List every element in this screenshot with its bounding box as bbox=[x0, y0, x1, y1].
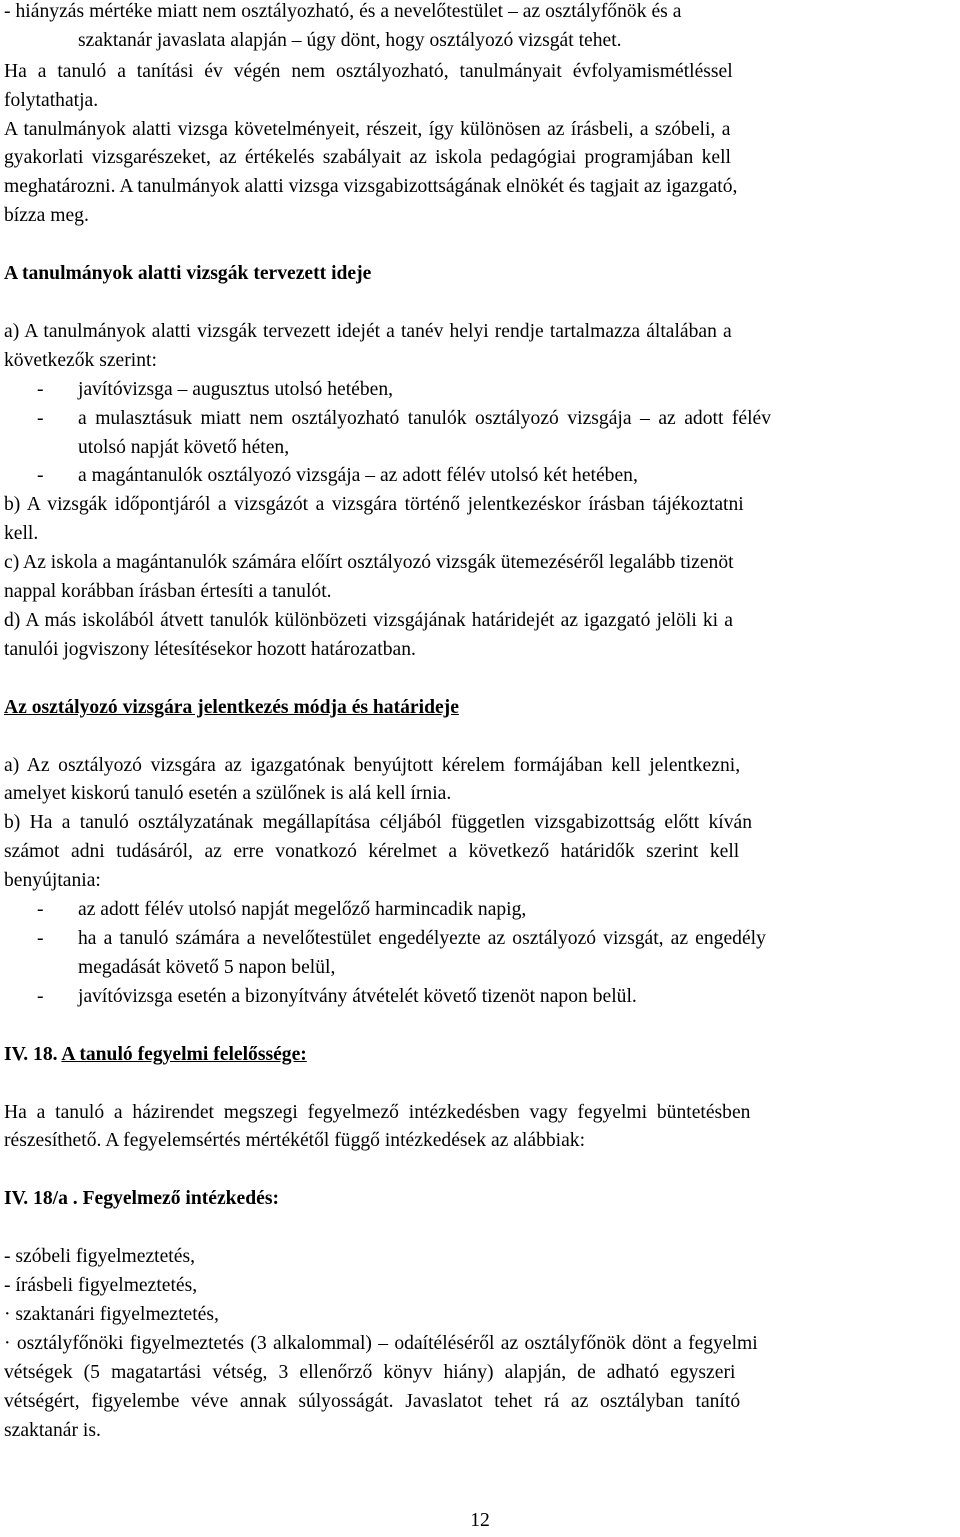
dash-bullet: - bbox=[37, 407, 44, 429]
heading-number: IV. 18/a . bbox=[4, 1188, 78, 1210]
text-line: c) Az iskola a magántanulók számára előírt osztályozó vizsgák ütemezéséről legalább tizenöt bbox=[4, 552, 734, 574]
text-line: megadását követő 5 napon belül, bbox=[78, 956, 336, 978]
text-span: ha a tanuló számára a nevelőtestület engedélyezte az osztályozó vizsgát, az engedély bbox=[78, 927, 766, 949]
text-span: az adott félév utolsó napját megelőző harmincadik napig, bbox=[78, 899, 527, 921]
text-line: utolsó napját követő héten, bbox=[78, 436, 290, 458]
heading-title: A tanuló fegyelmi felelőssége: bbox=[61, 1043, 307, 1065]
intro-list-item bbox=[4, 0, 956, 58]
paragraph-repeat bbox=[4, 58, 956, 116]
text-span: javítóvizsga esetén a bizonyítvány átvételét követő tizenöt napon belül. bbox=[78, 985, 637, 1007]
text-line: számot adni tudásáról, az erre vonatkozó kérelmet a következő határidők szerint kell bbox=[4, 841, 740, 863]
text-line: kell. bbox=[4, 523, 39, 545]
paragraph-exam-requirements bbox=[4, 116, 956, 232]
section-heading: Az osztályozó vizsgára jelentkezés módja és határideje bbox=[4, 696, 459, 718]
section-heading bbox=[4, 1185, 956, 1214]
dash-bullet: - bbox=[37, 465, 44, 487]
dash-list-item bbox=[4, 405, 956, 434]
dash-list-item bbox=[4, 983, 956, 1012]
section-exam-schedule bbox=[4, 318, 956, 665]
text-span: - hiányzás mértéke miatt nem osztályozható, és a nevelőtestület – az osztályfőnök és a bbox=[4, 1, 682, 22]
document-page bbox=[4, 0, 956, 1445]
text-line: A tanulmányok alatti vizsga követelményeit, részeit, így különösen az írásbeli, a szóbeli, a bbox=[4, 118, 731, 140]
text-line: vétségért, figyelembe véve annak súlyosságát. Javaslatot tehet rá az osztályban tanító bbox=[4, 1390, 741, 1412]
text-line: gyakorlati vizsgarészeket, az értékelés szabályait az iskola pedagógiai programjában kell bbox=[4, 147, 731, 169]
section-heading: A tanulmányok alatti vizsgák tervezett ideje bbox=[4, 263, 372, 285]
dash-list-item bbox=[4, 925, 956, 954]
disciplinary-measures-list bbox=[4, 1243, 956, 1445]
dash-bullet: - bbox=[37, 378, 44, 400]
section-heading bbox=[4, 1041, 956, 1070]
text-span: a magántanulók osztályozó vizsgája – az adott félév utolsó két hetében, bbox=[78, 465, 638, 487]
text-line: benyújtania: bbox=[4, 870, 101, 892]
list-item: - írásbeli figyelmeztetés, bbox=[4, 1275, 198, 1297]
text-line: szaktanár is. bbox=[4, 1419, 101, 1441]
text-line: b) A vizsgák időpontjáról a vizsgázót a vizsgára történő jelentkezéskor írásban tájékoztatni bbox=[4, 494, 744, 516]
text-line: a) Az osztályozó vizsgára az igazgatónak benyújtott kérelem formájában kell jelentkezni, bbox=[4, 754, 741, 776]
text-line: Ha a tanuló a tanítási év végén nem osztályozható, tanulmányait évfolyamismétléssel bbox=[4, 60, 733, 82]
text-line: b) Ha a tanuló osztályzatának megállapítása céljából független vizsgabizottság előtt kíván bbox=[4, 812, 753, 834]
text-line: amelyet kiskorú tanuló esetén a szülőnek is alá kell írnia. bbox=[4, 783, 452, 805]
dash-list-item bbox=[4, 462, 956, 491]
list-item: · szaktanári figyelmeztetés, bbox=[4, 1303, 219, 1325]
list-item: - szóbeli figyelmeztetés, bbox=[4, 1246, 195, 1268]
section-registration bbox=[4, 752, 956, 1012]
text-line: tanulói jogviszony létesítésekor hozott határozatban. bbox=[4, 638, 416, 660]
text-line: folytathatja. bbox=[4, 89, 99, 111]
text-line: szaktanár javaslata alapján – úgy dönt, hogy osztályozó vizsgát tehet. bbox=[78, 29, 622, 51]
text-line: bízza meg. bbox=[4, 205, 89, 227]
text-line: vétségek (5 magatartási vétség, 3 ellenőrző könyv hiány) alapján, de adható egyszeri bbox=[4, 1361, 736, 1383]
dash-bullet: - bbox=[37, 899, 44, 921]
text-span: a mulasztásuk miatt nem osztályozható tanulók osztályozó vizsgája – az adott félév bbox=[78, 407, 772, 429]
paragraph-discipline bbox=[4, 1099, 956, 1157]
text-line: d) A más iskolából átvett tanulók különbözeti vizsgájának határidejét az igazgató jelöli ki a bbox=[4, 609, 733, 631]
dash-list-item bbox=[4, 376, 956, 405]
dash-bullet: - bbox=[37, 927, 44, 949]
page-number: 12 bbox=[470, 1510, 490, 1531]
heading-number: IV. 18. bbox=[4, 1043, 58, 1065]
text-line: Ha a tanuló a házirendet megszegi fegyelmező intézkedésben vagy fegyelmi büntetésben bbox=[4, 1101, 751, 1123]
text-line: a) A tanulmányok alatti vizsgák tervezett idejét a tanév helyi rendje tartalmazza általában a bbox=[4, 321, 732, 343]
dash-bullet: - bbox=[37, 985, 44, 1007]
text-line: részesíthető. A fegyelemsértés mértékétől függő intézkedések az alábbiak: bbox=[4, 1130, 586, 1152]
text-line bbox=[4, 0, 956, 27]
text-line: következők szerint: bbox=[4, 349, 157, 371]
heading-title: Fegyelmező intézkedés: bbox=[82, 1188, 280, 1210]
list-item: · osztályfőnöki figyelmeztetés (3 alkalommal) – odaítéléséről az osztályfőnök dönt a fegyelmi bbox=[4, 1332, 758, 1354]
text-line: nappal korábban írásban értesíti a tanulót. bbox=[4, 581, 332, 603]
dash-list-item bbox=[4, 896, 956, 925]
text-span: javítóvizsga – augusztus utolsó hetében, bbox=[78, 378, 394, 400]
text-line: meghatározni. A tanulmányok alatti vizsga vizsgabizottságának elnökét és tagjait az igazgató, bbox=[4, 176, 738, 198]
